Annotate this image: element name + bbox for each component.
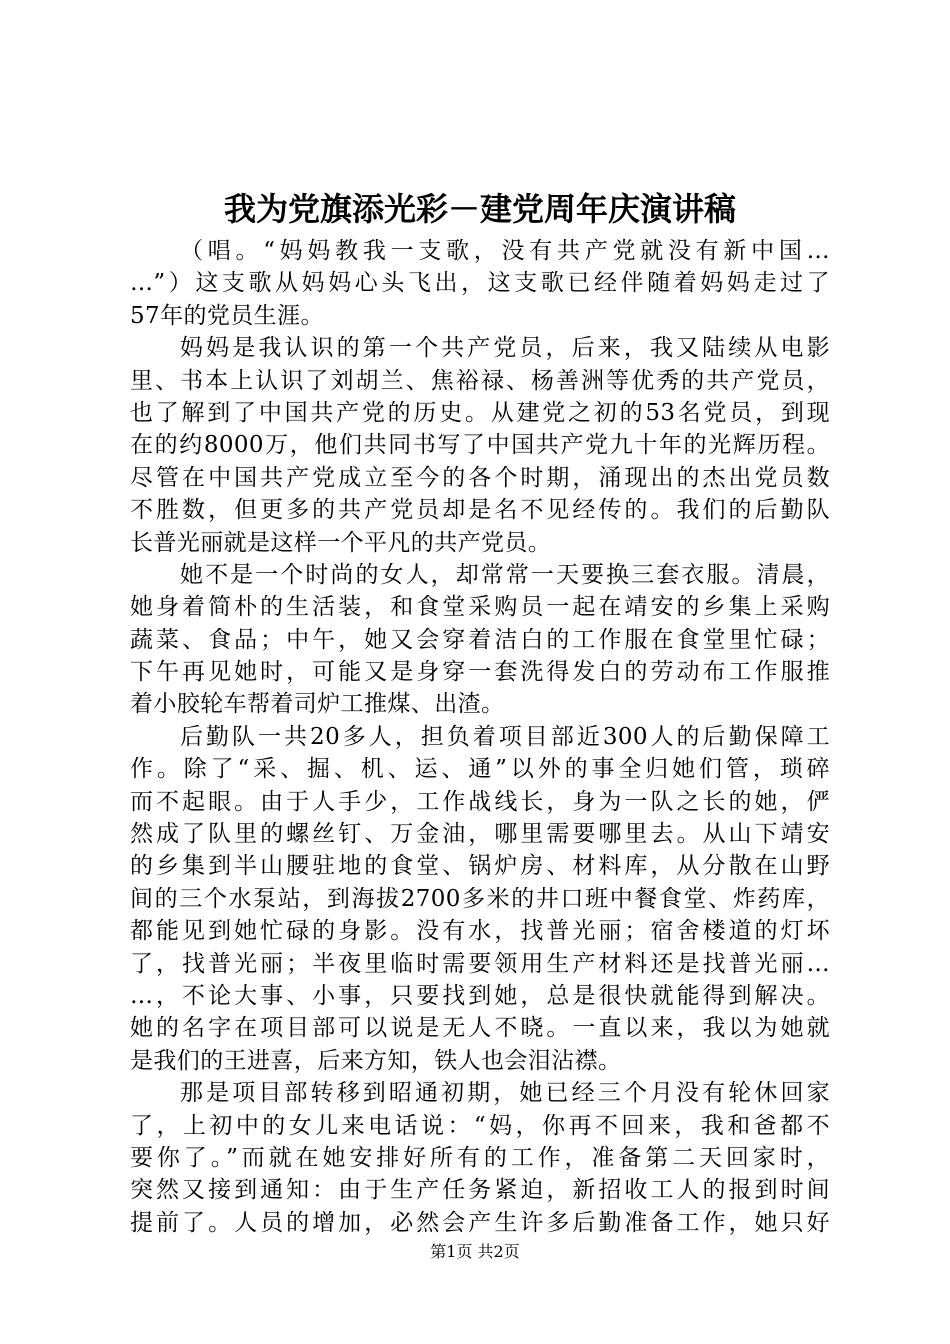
document-body (130, 235, 830, 1239)
text-line: 提前了。人员的增加，必然会产生许多后勤准备工作，她只好 (130, 1209, 830, 1236)
text-line: 也了解到了中国共产党的历史。从建党之初的53名党员，到现 (130, 399, 830, 426)
page-title: 我为党旗添光彩－建党周年庆演讲稿 (223, 190, 736, 228)
text-line: 57年的党员生涯。 (130, 302, 324, 329)
text-line: 间的三个水泵站，到海拔2700多米的井口班中餐食堂、炸药库， (130, 885, 830, 912)
text-line: 在的约8000万，他们共同书写了中国共产党九十年的光辉历程。 (130, 432, 830, 459)
text-line: 然成了队里的螺丝钉、万金油，哪里需要哪里去。从山下靖安 (130, 821, 830, 848)
text-line: 她的名字在项目部可以说是无人不晓。一直以来，我以为她就 (130, 1015, 830, 1042)
text-line: 要你了。”而就在她安排好所有的工作，准备第二天回家时， (130, 1144, 830, 1171)
text-line: 着小胶轮车帮着司炉工推煤、出渣。 (130, 691, 505, 718)
page-footer: 第1页 共2页 (430, 1242, 520, 1261)
text-line: 了，上初中的女儿来电话说：“妈，你再不回来，我和爸都不 (130, 1112, 830, 1139)
text-line: 那是项目部转移到昭通初期，她已经三个月没有轮休回家 (180, 1080, 830, 1107)
text-line: 蔬菜、食品；中午，她又会穿着洁白的工作服在食堂里忙碌； (130, 626, 830, 653)
text-line: 长普光丽就是这样一个平凡的共产党员。 (130, 529, 552, 556)
text-line: 下午再见她时，可能又是身穿一套洗得发白的劳动布工作服推 (130, 659, 830, 686)
text-line: 她不是一个时尚的女人，却常常一天要换三套衣服。清晨， (180, 561, 830, 588)
text-line: 的乡集到半山腰驻地的食堂、锅炉房、材料库，从分散在山野 (130, 853, 830, 880)
text-line: 突然又接到通知：由于生产任务紧迫，新招收工人的报到时间 (130, 1177, 830, 1204)
text-line: 不胜数，但更多的共产党员却是名不见经传的。我们的后勤队 (130, 497, 830, 524)
text-line: 妈妈是我认识的第一个共产党员，后来，我又陆续从电影 (180, 335, 830, 362)
text-line: 是我们的王进喜，后来方知，铁人也会泪沾襟。 (130, 1047, 622, 1074)
text-line: …”）这支歌从妈妈心头飞出，这支歌已经伴随着妈妈走过了 (130, 270, 830, 297)
text-line: 尽管在中国共产党成立至今的各个时期，涌现出的杰出党员数 (130, 464, 830, 491)
text-line: （唱。“妈妈教我一支歌，没有共产党就没有新中国… (180, 238, 830, 264)
text-line: …，不论大事、小事，只要找到她，总是很快就能得到解决。 (130, 982, 830, 1009)
text-line: 都能见到她忙碌的身影。没有水，找普光丽；宿舍楼道的灯坏 (130, 918, 830, 945)
text-line: 里、书本上认识了刘胡兰、焦裕禄、杨善洲等优秀的共产党员， (130, 367, 830, 394)
text-line: 了，找普光丽；半夜里临时需要领用生产材料还是找普光丽… (130, 950, 830, 977)
text-line: 而不起眼。由于人手少，工作战线长，身为一队之长的她，俨 (130, 788, 830, 815)
text-line: 她身着简朴的生活装，和食堂采购员一起在靖安的乡集上采购 (130, 594, 830, 621)
text-line: 作。除了“采、掘、机、运、通”以外的事全归她们管，琐碎 (130, 756, 830, 783)
text-line: 后勤队一共20多人，担负着项目部近300人的后勤保障工 (180, 723, 830, 750)
